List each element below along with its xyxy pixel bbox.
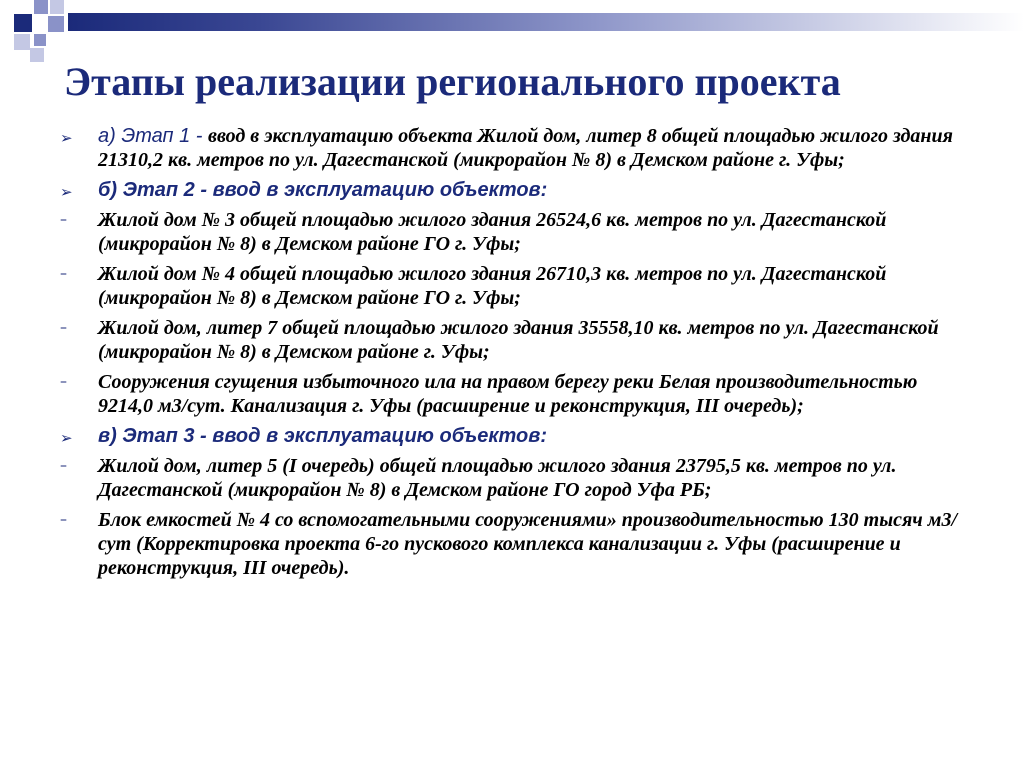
chevron-right-icon: ➢ [60,183,73,201]
sub-item [60,370,970,418]
sub-item [60,508,970,580]
decor-square [34,0,48,14]
sub-item-text: Жилой дом, литер 7 общей площадью жилого здания 35558,10 кв. метров по ул. Дагестанской (микрорайон № 8) в Демском районе г. Уфы; [98,317,939,363]
dash-icon: – [60,458,67,474]
stage-separator: - [194,179,213,201]
sub-item-text: Жилой дом № 3 общей площадью жилого здания 26524,6 кв. метров по ул. Дагестанской (микрорайон № 8) в Демском районе ГО г. Уфы; [98,209,887,255]
slide-title: Этапы реализации регионального проекта [64,59,841,104]
stage-item [60,124,970,172]
stage-label: б) Этап 2 [98,179,195,201]
dash-icon: – [60,374,67,390]
decor-square [14,14,32,32]
sub-item [60,262,970,310]
sub-item-text: Сооружения сгущения избыточного ила на правом берегу реки Белая производительностью 9214,0 м3/сут. Канализация г. Уфы (расширение и реконструкция, III очередь); [98,371,918,417]
dash-icon: – [60,266,67,282]
stage-separator: - [190,125,209,147]
stage-description: ввод в эксплуатацию объектов: [212,425,547,447]
stage-item [60,424,970,448]
stage-description: ввод в эксплуатацию объектов: [212,179,548,201]
stage-label: в) Этап 3 [98,425,195,447]
stage-item [60,178,970,202]
stage-description: ввод в эксплуатацию объекта Жилой дом, литер 8 общей площадью жилого здания 21310,2 кв. метров по ул. Дагестанской (микрорайон № 8) в Демском районе г. Уфы; [98,125,953,171]
sub-item [60,454,970,502]
stage-separator: - [194,425,213,447]
sub-item [60,208,970,256]
chevron-right-icon: ➢ [60,429,73,447]
bullet-list [60,124,970,586]
sub-item-text: Блок емкостей № 4 со вспомогательными сооружениями» производительностью 130 тысяч м3/сут (Корректировка проекта 6-го пускового комплекса канализации г. Уфы (расширение и реконструкция, III очередь). [98,509,958,579]
decor-square [50,0,64,14]
dash-icon: – [60,212,67,228]
sub-item-text: Жилой дом № 4 общей площадью жилого здания 26710,3 кв. метров по ул. Дагестанской (микрорайон № 8) в Демском районе ГО г. Уфы; [98,263,887,309]
stage-label: а) Этап 1 [98,125,191,147]
decor-square [30,48,44,62]
header-gradient-bar [68,13,1024,31]
decor-square [48,16,64,32]
sub-item [60,316,970,364]
dash-icon: – [60,320,67,336]
dash-icon: – [60,512,67,528]
sub-item-text: Жилой дом, литер 5 (I очередь) общей площадью жилого здания 23795,5 кв. метров по ул. Дагестанской (микрорайон № 8) в Демском районе ГО город Уфа РБ; [98,455,897,501]
decor-square [14,34,30,50]
chevron-right-icon: ➢ [60,129,73,147]
decor-square [34,34,46,46]
